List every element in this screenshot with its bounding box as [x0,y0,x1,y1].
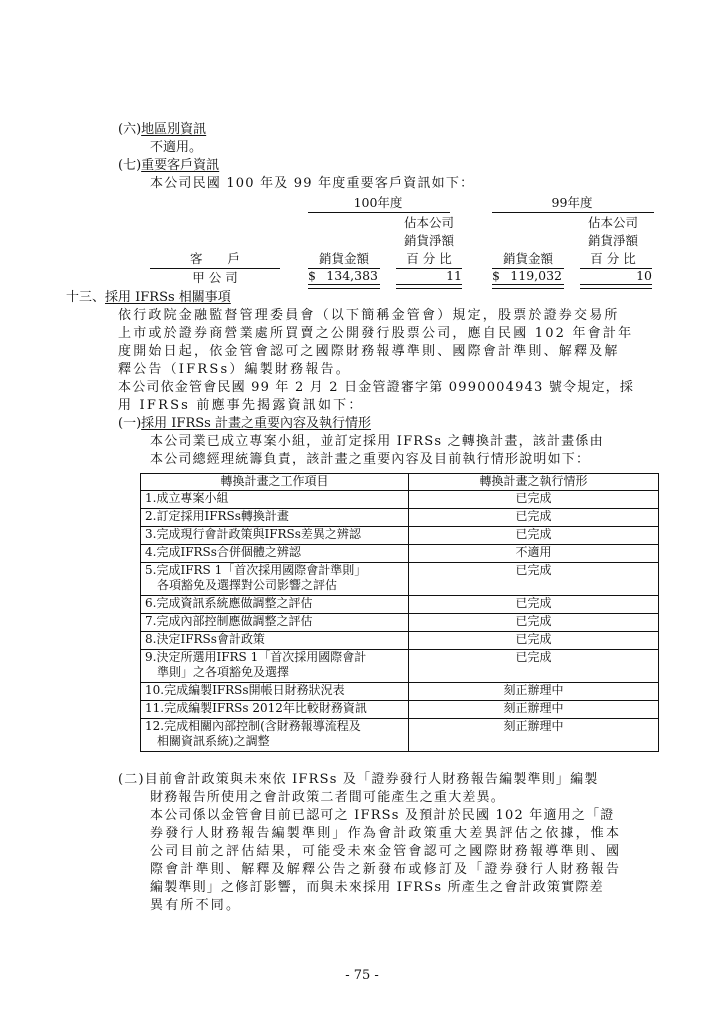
plan-item: 10.完成編製IFRSs開帳日財務狀況表 [141,683,409,701]
plan-item-line: 12.完成相關內部控制(含財務報導流程及 [145,719,361,733]
section-7-heading [118,157,219,174]
plan-table-header-item: 轉換計畫之工作項目 [141,474,409,491]
customer-col-header: 客 戶 [189,251,240,266]
plan-item: 1.成立專案小組 [141,491,409,509]
subsection-2-body-line: 異有所不同。 [150,898,242,913]
subsection-1-body-line: 本公司業已成立專案小組，並訂定採用 IFRSs 之轉換計畫，該計畫係由 [150,434,604,449]
subsection-2-label: (二) [118,772,145,787]
subsection-2-body-line: 券發行人財務報告編製準則」作為會計政策重大差異評估之依據，惟本 [150,826,622,841]
table-row [141,563,659,596]
section-13-para2-line: 本公司依金管會民國 99 年 2 月 2 日金管證審字第 0990004943 號令規定，採 [118,380,635,395]
sales-100-currency: $ [308,268,316,283]
pct-header-1-line3: 百 分 比 [406,251,452,266]
subsection-2-heading [118,771,599,788]
section-7-title: 重要客戶資訊 [141,158,220,173]
year-99-header: 99年度 [551,195,593,210]
table-row [141,701,659,719]
table-row [141,509,659,527]
subsection-2-body-line: 公司目前之評估結果，可能受未來金管會認可之國際財務報導準則、國 [150,844,622,859]
pct-100-value: 11 [446,268,462,283]
plan-table-header-status: 轉換計畫之執行情形 [409,474,659,491]
sales-99-currency: $ [492,268,500,283]
pct1-double-rule [396,284,462,289]
sales-100-value: 134,383 [326,268,378,283]
page-number: - 75 - [345,968,379,983]
pct-header-2-line3: 百 分 比 [590,251,636,266]
section-6-body: 不適用。 [150,140,203,155]
plan-item-line: 9.決定所選用IFRS 1「首次採用國際會計 [145,650,367,664]
plan-item: 7.完成內部控制應做調整之評估 [141,614,409,632]
sales-header-1: 銷貨金額 [318,251,369,266]
sales1-double-rule [308,284,380,289]
plan-status: 不適用 [409,545,659,563]
pct-header-1-line2: 銷貨淨額 [403,233,454,248]
section-13-para1-line: 上市或於證券商營業處所買賣之公開發行股票公司，應自民國 102 年會計年 [118,326,634,341]
plan-item-line: 各項豁免及選擇對公司影響之評估 [145,577,338,592]
year-100-rule [308,212,450,213]
table-row [141,545,659,563]
section-13-para1-line: 度開始日起，依金管會認可之國際財務報導準則、國際會計準則、解釋及解 [118,344,620,359]
plan-item: 3.完成現行會計政策與IFRSs差異之辨認 [141,527,409,545]
plan-status: 刻正辦理中 [409,701,659,719]
plan-item-line: 5.完成IFRS 1「首次採用國際會計準則」 [145,563,367,577]
table-row [141,719,659,752]
subsection-1-label: (一) [118,416,142,431]
year-100-header: 100年度 [353,195,403,210]
section-13-heading [66,289,231,306]
subsection-2-body-line: 本公司係以金管會目前已認可之 IFRSs 及預計於民國 102 年適用之「證 [150,808,615,823]
pct2-double-rule [580,284,652,289]
pct-header-2-line1: 佔本公司 [587,215,638,230]
plan-status: 已完成 [409,596,659,614]
subsection-2-body-line: 際會計準則、解釋及解釋公告之新發布或修訂及「證券發行人財務報告 [150,862,622,877]
plan-item [141,719,409,752]
ifrs-plan-table [140,473,659,752]
table-row [141,683,659,701]
plan-status: 已完成 [409,491,659,509]
table-row [141,614,659,632]
subsection-1-title: 採用 IFRSs 計畫之重要內容及執行情形 [141,416,371,431]
customer-table [150,196,660,286]
plan-status: 已完成 [409,563,659,596]
plan-item: 11.完成編製IFRSs 2012年比較財務資訊 [141,701,409,719]
plan-item: 8.決定IFRSs會計政策 [141,632,409,650]
section-13-para2-line: 用 IFRSs 前應事先揭露資訊如下： [118,398,364,413]
section-6-title: 地區別資訊 [141,122,207,137]
plan-item-line: 準則」之各項豁免及選擇 [145,664,290,679]
plan-status: 已完成 [409,527,659,545]
customer-name: 甲 公 司 [192,270,238,285]
plan-status: 已完成 [409,509,659,527]
section-6-heading [118,121,206,138]
year-99-rule [492,212,654,213]
subsection-2-title-line: 財務報告所使用之會計政策二者間可能產生之重大差異。 [150,790,506,805]
plan-status: 已完成 [409,650,659,683]
plan-item: 2.訂定採用IFRSs轉換計畫 [141,509,409,527]
subsection-2-body-line: 編製準則」之修訂影響，而與未來採用 IFRSs 所產生之會計政策實際差 [150,880,604,895]
table-row [141,632,659,650]
subsection-2-title-line: 目前會計政策與未來依 IFRSs 及「證券發行人財務報告編製準則」編製 [144,772,599,787]
plan-item [141,650,409,683]
section-7-label: (七) [118,158,142,173]
plan-status: 已完成 [409,614,659,632]
pct-99-value: 10 [636,268,652,283]
sales-99-value: 119,032 [510,268,562,283]
section-6-label: (六) [118,122,142,137]
subsection-1-body-line: 本公司總經理統籌負責，該計畫之重要內容及目前執行情形說明如下： [150,452,591,467]
plan-item-line: 相關資訊系統)之調整 [145,733,270,748]
sales2-double-rule [492,284,564,289]
section-13-para1-line: 依行政院金融監督管理委員會（以下簡稱金管會）規定，股票於證券交易所 [118,308,620,323]
plan-item: 4.完成IFRSs合併個體之辨認 [141,545,409,563]
plan-status: 已完成 [409,632,659,650]
sales-header-2: 銷貨金額 [502,251,553,266]
table-row [141,527,659,545]
plan-item [141,563,409,596]
table-row [141,596,659,614]
plan-status: 刻正辦理中 [409,719,659,752]
section-7-intro: 本公司民國 100 年及 99 年度重要客戶資訊如下： [150,176,475,191]
pct-header-2-line2: 銷貨淨額 [587,233,638,248]
pct-header-1-line1: 佔本公司 [403,215,454,230]
plan-item: 6.完成資訊系統應做調整之評估 [141,596,409,614]
subsection-1-heading [118,415,371,432]
table-row [141,491,659,509]
section-13-label: 十三、 [66,290,106,305]
plan-status: 刻正辦理中 [409,683,659,701]
table-row [141,650,659,683]
section-13-para1-line: 釋公告（IFRSs）編製財務報告。 [118,362,351,377]
section-13-title: 採用 IFRSs 相關事項 [105,290,231,305]
